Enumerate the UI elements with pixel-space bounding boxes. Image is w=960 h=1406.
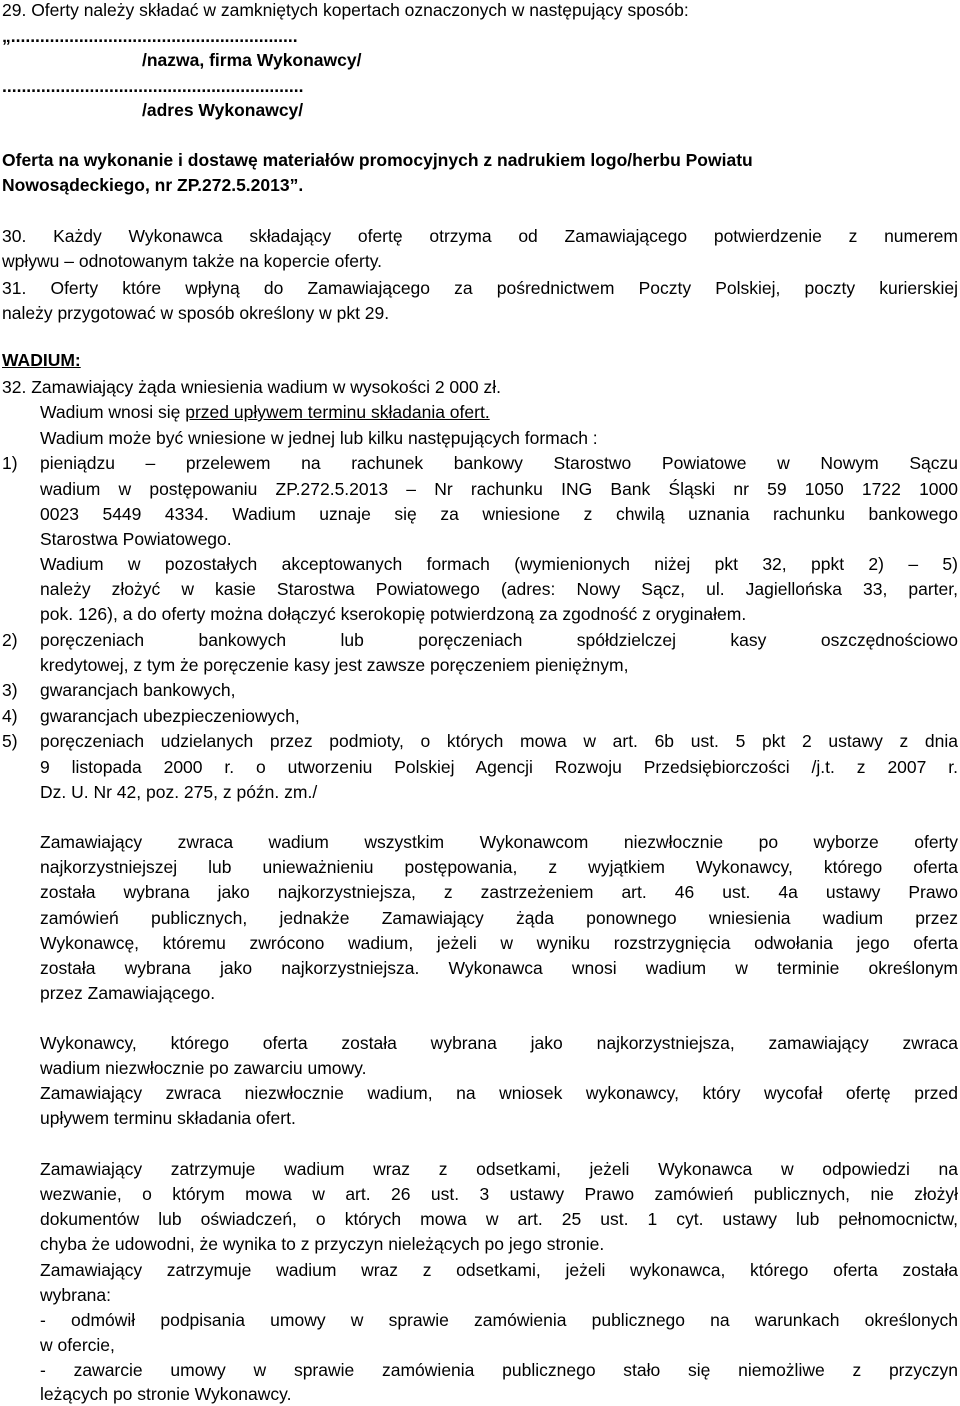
form-1-line-5: Wadium w pozostałych akceptowanych formach (wymienionych niżej pkt 32, ppkt 2) – 5) — [40, 554, 958, 574]
retain-line-1: Zamawiający zatrzymuje wadium wraz z odsetkami, jeżeli Wykonawca w odpowiedzi na — [40, 1159, 958, 1179]
retain-line-10: leżących po stronie Wykonawcy. — [40, 1384, 292, 1404]
list-number-5: 5) — [2, 731, 18, 751]
wadium-heading: WADIUM: — [2, 350, 81, 370]
offer-title-line-2: Nowosądeckiego, nr ZP.272.5.2013”. — [2, 175, 304, 195]
list-number-1: 1) — [2, 453, 18, 473]
envelope-name-label: /nazwa, firma Wykonawcy/ — [142, 50, 362, 70]
retain-line-9: - zawarcie umowy w sprawie zamówienia publicznego stało się niemożliwe z przyczyn — [40, 1360, 958, 1380]
form-5-line-3: Dz. U. Nr 42, poz. 275, z późn. zm./ — [40, 782, 318, 802]
chosen-line-2: wadium niezwłocznie po zawarciu umowy. — [40, 1058, 367, 1078]
return-line-7: przez Zamawiającego. — [40, 983, 216, 1003]
form-1-line-6: należy złożyć w kasie Starostwa Powiatowego (adres: Nowy Sącz, ul. Jagiellońska 33, parter, — [40, 579, 958, 599]
section-30-line-1: 30. Każdy Wykonawca składający ofertę otrzyma od Zamawiającego potwierdzenie z numerem — [2, 226, 958, 246]
retain-line-4: chyba że udowodni, że wynika to z przyczyn nieleżących po jego stronie. — [40, 1234, 605, 1254]
return-line-2: najkorzystniejszej lub unieważnieniu postępowania, z wyjątkiem Wykonawcy, którego oferta — [40, 857, 958, 877]
return-line-3: została wybrana jako najkorzystniejsza, z zastrzeżeniem art. 46 ust. 4a ustawy Prawo — [40, 882, 958, 902]
form-1-line-4: Starostwa Powiatowego. — [40, 529, 232, 549]
section-31-line-2: należy przygotować w sposób określony w pkt 29. — [2, 303, 390, 323]
wadium-deadline-underlined: przed upływem terminu składania ofert. — [185, 402, 490, 422]
form-5-line-1: poręczeniach udzielanych przez podmioty, o których mowa w art. 6b ust. 5 pkt 2 ustawy z dnia — [40, 731, 958, 751]
envelope-dots-1: „........................................................... — [2, 26, 298, 46]
section-32-text: 32. Zamawiający żąda wniesienia wadium w wysokości 2 000 zł. — [2, 377, 501, 397]
retain-line-3: dokumentów lub oświadczeń, o których mowa w art. 25 ust. 1 cyt. ustawy lub pełnomocnictw, — [40, 1209, 958, 1229]
form-2-line-1: poręczeniach bankowych lub poręczeniach spółdzielczej kasy oszczędnościowo — [40, 630, 958, 650]
chosen-line-3: Zamawiający zwraca niezwłocznie wadium, na wniosek wykonawcy, który wycofał ofertę przed — [40, 1083, 958, 1103]
retain-line-6: wybrana: — [40, 1285, 112, 1305]
envelope-dots-2: .............................................................. — [2, 76, 304, 96]
section-29-heading: 29. Oferty należy składać w zamkniętych kopertach oznaczonych w następujący sposób: — [2, 0, 689, 20]
return-line-5: Wykonawcę, któremu zwrócono wadium, jeżeli w wyniku rozstrzygnięcia odwołania jego oferta — [40, 933, 958, 953]
retain-line-2: wezwanie, o którym mowa w art. 26 ust. 3 ustawy Prawo zamówień publicznych, nie złożył — [40, 1184, 958, 1204]
return-line-1: Zamawiający zwraca wadium wszystkim Wykonawcom niezwłocznie po wyborze oferty — [40, 832, 958, 852]
form-2-line-2: kredytowej, z tym że poręczenie kasy jest zawsze poręczeniem pieniężnym, — [40, 655, 629, 675]
section-31-line-1: 31. Oferty które wpłyną do Zamawiającego za pośrednictwem Poczty Polskiej, poczty kurierskiej — [2, 278, 958, 298]
wadium-deadline-prefix: Wadium wnosi się — [40, 402, 186, 422]
list-number-3: 3) — [2, 680, 18, 700]
form-4-text: gwarancjach ubezpieczeniowych, — [40, 706, 300, 726]
retain-line-8: w ofercie, — [40, 1335, 115, 1355]
form-1-line-7: pok. 126), a do oferty można dołączyć kserokopię potwierdzoną za zgodność z oryginałem. — [40, 604, 747, 624]
return-line-4: zamówień publicznych, jednakże Zamawiający żąda ponownego wniesienia wadium przez — [40, 908, 958, 928]
form-1-line-3: 0023 5449 4334. Wadium uznaje się za wniesione z chwilą uznania rachunku bankowego — [40, 504, 958, 524]
form-1-line-1: pieniądzu – przelewem na rachunek bankowy Starostwo Powiatowe w Nowym Sączu — [40, 453, 958, 473]
retain-line-5: Zamawiający zatrzymuje wadium wraz z odsetkami, jeżeli wykonawca, którego oferta została — [40, 1260, 958, 1280]
list-number-4: 4) — [2, 706, 18, 726]
offer-title-line-1: Oferta na wykonanie i dostawę materiałów promocyjnych z nadrukiem logo/herbu Powiatu — [2, 150, 753, 170]
list-number-2: 2) — [2, 630, 18, 650]
chosen-line-4: upływem terminu składania ofert. — [40, 1108, 296, 1128]
envelope-address-label: /adres Wykonawcy/ — [142, 100, 304, 120]
form-5-line-2: 9 listopada 2000 r. o utworzeniu Polskiej Agencji Rozwoju Przedsiębiorczości /j.t. z 2007 r. — [40, 757, 958, 777]
return-line-6: została wybrana jako najkorzystniejsza. Wykonawca wnosi wadium w terminie określonym — [40, 958, 958, 978]
form-3-text: gwarancjach bankowych, — [40, 680, 236, 700]
form-1-line-2: wadium w postępowaniu ZP.272.5.2013 – Nr rachunku ING Bank Śląski nr 59 1050 1722 1000 — [40, 479, 958, 499]
section-30-line-2: wpływu – odnotowanym także na kopercie oferty. — [2, 251, 383, 271]
chosen-line-1: Wykonawcy, którego oferta została wybrana jako najkorzystniejsza, zamawiający zwraca — [40, 1033, 958, 1053]
retain-line-7: - odmówił podpisania umowy w sprawie zamówienia publicznego na warunkach określonych — [40, 1310, 958, 1330]
wadium-deadline-line — [40, 402, 490, 422]
wadium-forms-intro: Wadium może być wniesione w jednej lub kilku następujących formach : — [40, 428, 598, 448]
